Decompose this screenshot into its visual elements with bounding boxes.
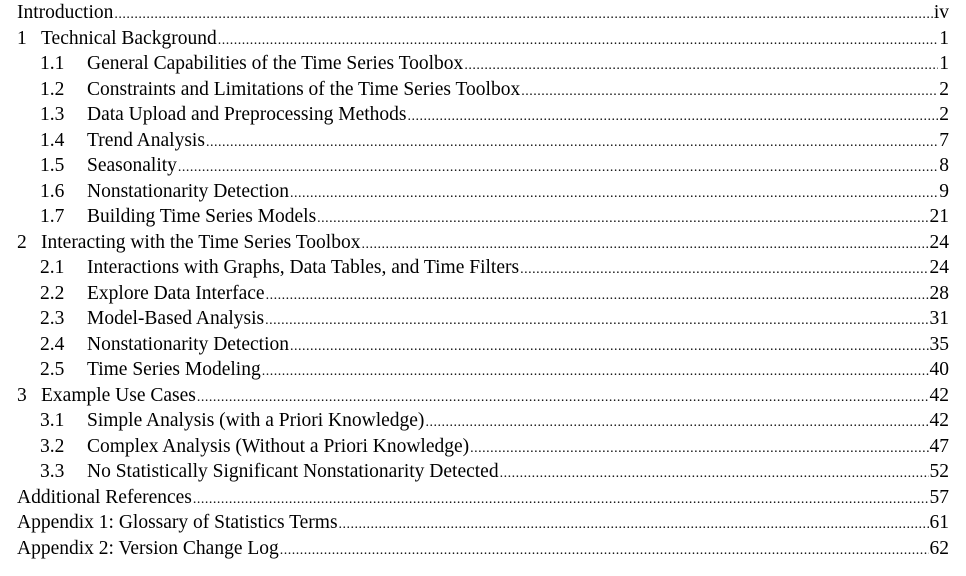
dot-leader	[280, 538, 929, 563]
toc-entry-number: 2.2	[40, 282, 65, 304]
toc-entry-section-1-4[interactable]	[0, 128, 966, 153]
toc-entry-title: Appendix 2: Version Change Log	[17, 537, 279, 559]
toc-entry-section-2-3[interactable]	[0, 306, 966, 331]
toc-entry-title: Data Upload and Preprocessing Methods	[87, 104, 407, 125]
dot-leader	[193, 487, 929, 512]
toc-entry-page: 42	[929, 410, 949, 431]
toc-entry-title: Interacting with the Time Series Toolbox	[41, 231, 361, 253]
toc-entry-page: 40	[929, 359, 949, 380]
toc-entry-number: 2.4	[40, 333, 65, 355]
dot-leader	[266, 283, 929, 308]
toc-entry-section-1-1[interactable]	[0, 51, 966, 76]
toc-entry-section-2-5[interactable]	[0, 357, 966, 382]
toc-entry-page: 21	[929, 206, 949, 227]
dot-leader	[197, 385, 929, 410]
toc-entry-page: 47	[929, 435, 949, 457]
toc-entry-title: Complex Analysis (Without a Priori Knowledge)	[87, 435, 470, 457]
toc-entry-section-3-3[interactable]	[0, 459, 966, 484]
dot-leader	[339, 512, 929, 537]
toc-entry-page: 7	[939, 129, 949, 151]
toc-entry-section-1-3[interactable]	[0, 102, 966, 127]
toc-entry-number: 1.7	[40, 206, 65, 227]
toc-entry-title: Simple Analysis (with a Priori Knowledge)	[87, 410, 425, 431]
toc-entry-title: Example Use Cases	[41, 384, 196, 406]
toc-entry-page: 61	[929, 512, 949, 533]
dot-leader	[206, 130, 938, 155]
toc-entry-title: Interactions with Graphs, Data Tables, and Time Filters	[87, 257, 520, 278]
dot-leader	[265, 308, 928, 333]
toc-entry-section-1[interactable]	[0, 26, 966, 51]
dot-leader	[361, 232, 928, 257]
toc-entry-introduction[interactable]	[0, 0, 966, 25]
toc-entry-title: No Statistically Significant Nonstationarity Detected	[87, 461, 499, 482]
toc-entry-number: 1.2	[40, 78, 65, 100]
dot-leader	[178, 155, 938, 180]
toc-entry-page: 31	[929, 308, 949, 329]
dot-leader	[464, 53, 938, 78]
toc-entry-number: 2.5	[40, 359, 65, 380]
toc-entry-page: 24	[929, 231, 949, 253]
toc-entry-page: iv	[933, 2, 949, 23]
toc-entry-section-2-4[interactable]	[0, 332, 966, 357]
toc-entry-number: 2.3	[40, 308, 65, 329]
toc-entry-title: Seasonality	[87, 155, 177, 176]
toc-entry-number: 3	[17, 384, 27, 406]
toc-entry-number: 1.5	[40, 155, 65, 176]
toc-entry-section-1-2[interactable]	[0, 77, 966, 102]
toc-entry-title: General Capabilities of the Time Series Toolbox	[87, 53, 464, 74]
toc-entry-page: 62	[929, 537, 949, 559]
toc-entry-number: 1	[17, 27, 27, 49]
dot-leader	[521, 79, 938, 104]
toc-entry-number: 1.6	[40, 180, 65, 202]
toc-entry-page: 42	[929, 384, 949, 406]
toc-entry-title: Additional References	[17, 486, 192, 508]
dot-leader	[425, 410, 928, 435]
toc-entry-section-1-7[interactable]	[0, 204, 966, 229]
toc-entry-appendix-1[interactable]	[0, 510, 966, 535]
toc-entry-number: 2.1	[40, 257, 65, 278]
toc-entry-section-1-6[interactable]	[0, 179, 966, 204]
toc-entry-number: 1.1	[40, 53, 65, 74]
toc-entry-title: Introduction	[17, 2, 114, 23]
toc-entry-page: 8	[939, 155, 949, 176]
toc-entry-section-2[interactable]	[0, 230, 966, 255]
toc-entry-number: 1.3	[40, 104, 65, 125]
dot-leader	[114, 2, 932, 27]
toc-entry-page: 2	[939, 78, 949, 100]
toc-entry-page: 9	[939, 180, 949, 202]
toc-entry-title: Building Time Series Models	[87, 206, 317, 227]
toc-entry-title: Nonstationarity Detection	[87, 333, 289, 355]
dot-leader	[470, 436, 928, 461]
toc-entry-page: 57	[929, 486, 949, 508]
toc-entry-title: Time Series Modeling	[87, 359, 261, 380]
toc-entry-number: 2	[17, 231, 27, 253]
toc-entry-title: Constraints and Limitations of the Time Series Toolbox	[87, 78, 521, 100]
toc-entry-section-3[interactable]	[0, 383, 966, 408]
toc-entry-page: 35	[929, 333, 949, 355]
toc-entry-page: 24	[929, 257, 949, 278]
dot-leader	[520, 257, 928, 282]
toc-entry-appendix-2[interactable]	[0, 536, 966, 561]
toc-entry-section-2-1[interactable]	[0, 255, 966, 280]
toc-entry-title: Explore Data Interface	[87, 282, 265, 304]
toc-entry-additional-references[interactable]	[0, 485, 966, 510]
toc-entry-section-3-2[interactable]	[0, 434, 966, 459]
toc-entry-section-1-5[interactable]	[0, 153, 966, 178]
toc-entry-page: 1	[939, 53, 949, 74]
dot-leader	[290, 334, 929, 359]
dot-leader	[290, 181, 938, 206]
toc-entry-title: Nonstationarity Detection	[87, 180, 289, 202]
toc-entry-page: 52	[929, 461, 949, 482]
dot-leader	[262, 359, 929, 384]
toc-entry-page: 28	[929, 282, 949, 304]
toc-entry-number: 3.3	[40, 461, 65, 482]
toc-entry-page: 2	[939, 104, 949, 125]
toc-entry-title: Model-Based Analysis	[87, 308, 265, 329]
toc-entry-number: 1.4	[40, 129, 65, 151]
dot-leader	[218, 28, 939, 53]
toc-entry-number: 3.2	[40, 435, 65, 457]
toc-entry-number: 3.1	[40, 410, 65, 431]
toc-entry-title: Trend Analysis	[87, 129, 205, 151]
toc-entry-section-2-2[interactable]	[0, 281, 966, 306]
dot-leader	[500, 461, 929, 486]
dot-leader	[317, 206, 928, 231]
toc-entry-page: 1	[939, 27, 949, 49]
toc-entry-title: Technical Background	[41, 27, 217, 49]
dot-leader	[408, 104, 939, 129]
toc-entry-section-3-1[interactable]	[0, 408, 966, 433]
toc-entry-title: Appendix 1: Glossary of Statistics Terms	[17, 512, 338, 533]
